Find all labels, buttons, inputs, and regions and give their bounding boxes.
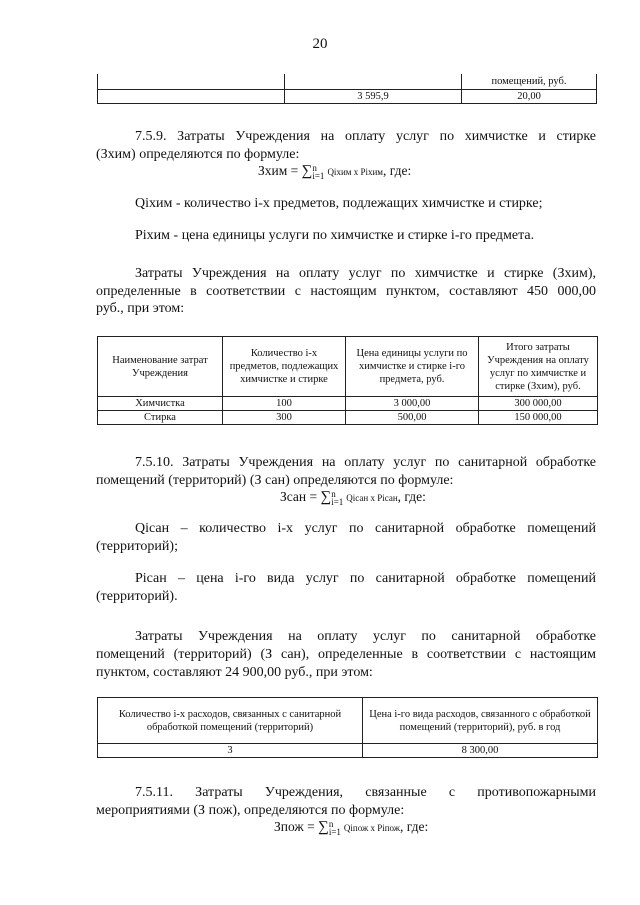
paragraph: Затраты Учреждения на оплату услуг по санитарной обработке [135, 629, 596, 644]
paragraph: Затраты Учреждения на оплату услуг по химчистке и стирке (Зхим), [135, 266, 596, 281]
table-header: Итого затраты Учреждения на оплату услуг по химчистке и стирке (Зхим), руб. [479, 337, 598, 397]
definition: (территорий); [96, 539, 178, 554]
section-heading: (Зхим) определяются по формуле: [96, 147, 300, 162]
section-heading: 7.5.11. Затраты Учреждения, связанные с противопожарными [135, 785, 596, 800]
section-heading: мероприятиями (З пож), определяются по формуле: [96, 803, 405, 818]
sum-symbol: ∑ [320, 489, 332, 505]
section-heading: 7.5.9. Затраты Учреждения на оплату услуг по химчистке и стирке [135, 129, 596, 144]
table-row: 3 8 300,00 [98, 744, 598, 758]
table-row: Стирка 300 500,00 150 000,00 [98, 411, 598, 425]
definition: (территорий). [96, 589, 178, 604]
laundry-table [97, 336, 598, 425]
sum-symbol: ∑ [318, 819, 329, 835]
formula: Зхим = ∑ n i=1 Qiхим x Piхим, где: [258, 162, 412, 181]
sum-symbol: ∑ [301, 163, 313, 179]
table-header: Цена i-го вида расходов, связанного с обработкой помещений (территорий), руб. в год [363, 698, 598, 744]
paragraph: руб., при этом: [96, 301, 185, 316]
formula: Зпож = ∑ n i=1 Qiпож x Piпож, где: [274, 818, 429, 837]
paragraph: помещений (территорий) (З сан), определенные в соответствии с настоящим [96, 647, 596, 662]
top-table [97, 74, 597, 104]
page-number: 20 [312, 36, 328, 52]
table-cell [98, 89, 285, 103]
table-header: Количество i-х расходов, связанных с санитарной обработкой помещений (территорий) [98, 698, 363, 744]
section-heading: помещений (территорий) (З сан) определяются по формуле: [96, 473, 454, 488]
definition: Qiсан – количество i-х услуг по санитарной обработке помещений [135, 521, 596, 536]
table-header: Наименование затрат Учреждения [98, 337, 223, 397]
table-cell: 20,00 [462, 89, 597, 103]
top-table-header-right: помещений, руб. [462, 74, 597, 89]
table-cell: 3 595,9 [285, 89, 462, 103]
paragraph: пунктом, составляют 24 900,00 руб., при этом: [96, 665, 373, 680]
formula: Зсан = ∑ n i=1 Qiсан x Piсан, где: [280, 488, 426, 507]
table-header: Цена единицы услуги по химчистке и стирке i-го предмета, руб. [346, 337, 479, 397]
table-row: Химчистка 100 3 000,00 300 000,00 [98, 397, 598, 411]
sanitation-table [97, 697, 598, 758]
definition: Qiхим - количество i-х предметов, подлежащих химчистке и стирке; [135, 196, 543, 211]
table-header: Количество i-х предметов, подлежащих химчистке и стирке [223, 337, 346, 397]
paragraph: определенные в соответствии с настоящим пунктом, составляют 450 000,00 [96, 284, 596, 299]
definition: Piхим - цена единицы услуги по химчистке и стирке i-го предмета. [135, 228, 535, 243]
definition: Piсан – цена i-го вида услуг по санитарной обработке помещений [135, 571, 596, 586]
section-heading: 7.5.10. Затраты Учреждения на оплату услуг по санитарной обработке [135, 455, 596, 470]
